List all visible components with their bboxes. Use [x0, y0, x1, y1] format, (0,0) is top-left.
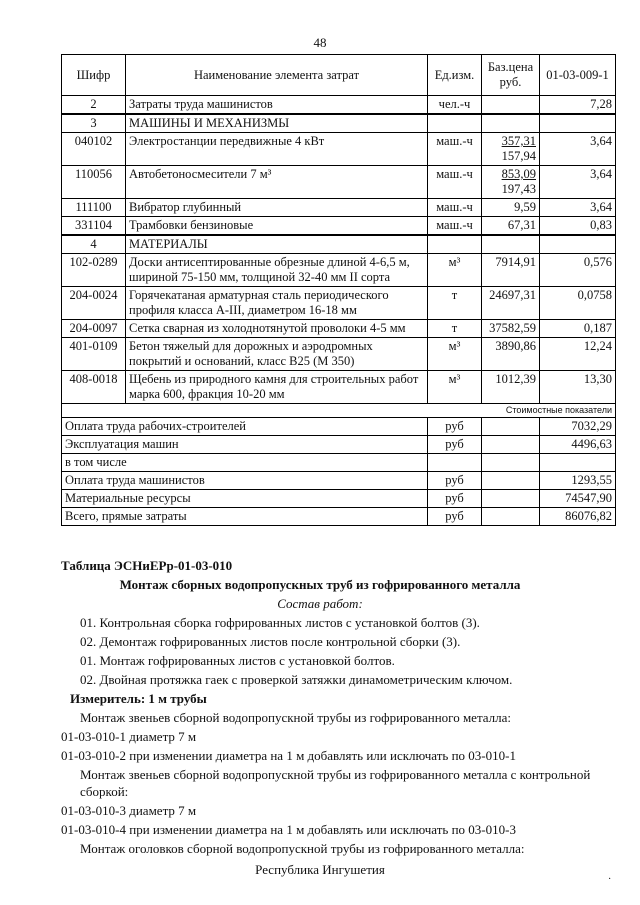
row-unit: м³	[428, 338, 482, 371]
row-code: 3	[62, 114, 126, 133]
row-code: 2	[62, 96, 126, 115]
summary-name: Эксплуатация машин	[62, 436, 428, 454]
section-row	[62, 235, 616, 254]
row-unit: маш.-ч	[428, 199, 482, 217]
row-unit: м³	[428, 371, 482, 404]
row-price	[482, 133, 540, 166]
row-code: 040102	[62, 133, 126, 166]
summary-unit: руб	[428, 490, 482, 508]
summary-value: 74547,90	[540, 490, 616, 508]
section-row	[62, 114, 616, 133]
row-code: 4	[62, 235, 126, 254]
code-line: 01-03-010-3 диаметр 7 м	[61, 803, 197, 818]
header-unit: Ед.изм.	[428, 55, 482, 96]
price-value-secondary: 157,94	[501, 149, 536, 163]
meter-label: Измеритель: 1 м трубы	[70, 691, 207, 706]
table-row	[62, 338, 616, 371]
row-value	[540, 235, 616, 254]
work-item: 01. Монтаж гофрированных листов с установкой болтов.	[80, 653, 395, 668]
summary-value: 4496,63	[540, 436, 616, 454]
summary-unit: руб	[428, 472, 482, 490]
summary-unit: руб	[428, 418, 482, 436]
row-value: 0,83	[540, 217, 616, 236]
row-code: 204-0024	[62, 287, 126, 320]
table-row	[62, 166, 616, 199]
desc-line: Монтаж звеньев сборной водопропускной трубы из гофрированного металла:	[80, 710, 512, 725]
row-code: 401-0109	[62, 338, 126, 371]
row-price: 7914,91	[482, 254, 540, 287]
summary-value: 7032,29	[540, 418, 616, 436]
section-row	[62, 96, 616, 115]
summary-empty	[482, 454, 540, 472]
row-value: 0,0758	[540, 287, 616, 320]
row-code: 111100	[62, 199, 126, 217]
row-value: 0,187	[540, 320, 616, 338]
row-price	[482, 114, 540, 133]
header-code: Шифр	[62, 55, 126, 96]
summary-unit	[428, 454, 482, 472]
row-unit: т	[428, 287, 482, 320]
row-value: 3,64	[540, 199, 616, 217]
indicator-label: Стоимостные показатели	[62, 404, 616, 418]
row-unit: маш.-ч	[428, 133, 482, 166]
row-price: 3890,86	[482, 338, 540, 371]
indicator-row	[62, 404, 616, 418]
row-value: 13,30	[540, 371, 616, 404]
table-row	[62, 217, 616, 236]
page-number: 48	[313, 35, 327, 50]
table-row	[62, 133, 616, 166]
row-code: 331104	[62, 217, 126, 236]
table-title: Таблица ЭСНиЕРр-01-03-010	[61, 558, 233, 573]
row-name: МАТЕРИАЛЫ	[126, 235, 428, 254]
row-name: Затраты труда машинистов	[126, 96, 428, 115]
row-value: 7,28	[540, 96, 616, 115]
cost-table	[61, 54, 616, 526]
row-name: Электростанции передвижные 4 кВт	[126, 133, 428, 166]
table-row	[62, 371, 616, 404]
row-unit	[428, 235, 482, 254]
row-name: Сетка сварная из холоднотянутой проволоки 4-5 мм	[126, 320, 428, 338]
row-unit: м³	[428, 254, 482, 287]
row-unit: маш.-ч	[428, 217, 482, 236]
row-unit: чел.-ч	[428, 96, 482, 115]
row-code: 102-0289	[62, 254, 126, 287]
row-price: 24697,31	[482, 287, 540, 320]
row-value: 3,64	[540, 166, 616, 199]
price-value-secondary: 197,43	[501, 182, 536, 196]
summary-empty	[482, 508, 540, 526]
summary-row	[62, 418, 616, 436]
summary-unit: руб	[428, 508, 482, 526]
code-line: 01-03-010-1 диаметр 7 м	[61, 729, 197, 744]
code-line: 01-03-010-2 при изменении диаметра на 1 м добавлять или исключать по 03-010-1	[61, 748, 516, 763]
header-price: Баз.цена руб.	[482, 55, 540, 96]
header-norm: 01-03-009-1	[540, 55, 616, 96]
summary-value	[540, 454, 616, 472]
row-unit: т	[428, 320, 482, 338]
row-price	[482, 166, 540, 199]
row-value: 3,64	[540, 133, 616, 166]
header-name: Наименование элемента затрат	[126, 55, 428, 96]
summary-unit: руб	[428, 436, 482, 454]
work-item: 02. Демонтаж гофрированных листов после контрольной сборки (3).	[80, 634, 461, 649]
work-item: 02. Двойная протяжка гаек с проверкой затяжки динамометрическим ключом.	[80, 672, 513, 687]
work-composition-title: Состав работ:	[277, 596, 363, 611]
row-unit: маш.-ч	[428, 166, 482, 199]
row-unit	[428, 114, 482, 133]
summary-empty	[482, 418, 540, 436]
summary-name: Оплата труда рабочих-строителей	[62, 418, 428, 436]
row-value: 12,24	[540, 338, 616, 371]
price-value: 853,09	[501, 167, 536, 181]
table-header-row	[62, 55, 616, 96]
row-name: Вибратор глубинный	[126, 199, 428, 217]
summary-name: Оплата труда машинистов	[62, 472, 428, 490]
table-row	[62, 254, 616, 287]
summary-row	[62, 454, 616, 472]
section-heading: Монтаж сборных водопропускных труб из гофрированного металла	[119, 577, 521, 592]
row-name: Автобетоносмесители 7 м³	[126, 166, 428, 199]
row-price	[482, 235, 540, 254]
row-name: Щебень из природного камня для строительных работ марка 600, фракция 10-20 мм	[126, 371, 428, 404]
corner-mark: ·	[608, 874, 612, 885]
code-line: 01-03-010-4 при изменении диаметра на 1 м добавлять или исключать по 03-010-3	[61, 822, 516, 837]
summary-empty	[482, 472, 540, 490]
row-value	[540, 114, 616, 133]
summary-row	[62, 508, 616, 526]
row-name: Доски антисептированные обрезные длиной 4-6,5 м, шириной 75-150 мм, толщиной 32-40 мм II сорта	[126, 254, 428, 287]
summary-name: Всего, прямые затраты	[62, 508, 428, 526]
summary-row	[62, 436, 616, 454]
summary-value: 86076,82	[540, 508, 616, 526]
price-value: 357,31	[501, 134, 536, 148]
page-footer: Республика Ингушетия	[255, 862, 385, 877]
summary-name: Материальные ресурсы	[62, 490, 428, 508]
summary-row	[62, 490, 616, 508]
summary-empty	[482, 490, 540, 508]
summary-value: 1293,55	[540, 472, 616, 490]
row-value: 0,576	[540, 254, 616, 287]
row-price: 9,59	[482, 199, 540, 217]
desc-line: Монтаж оголовков сборной водопропускной трубы из гофрированного металла:	[80, 841, 525, 856]
summary-name: в том числе	[62, 454, 428, 472]
row-name: Трамбовки бензиновые	[126, 217, 428, 236]
table-row	[62, 320, 616, 338]
row-price	[482, 96, 540, 115]
row-name: Горячекатаная арматурная сталь периодического профиля класса А-III, диаметром 16-18 мм	[126, 287, 428, 320]
summary-row	[62, 472, 616, 490]
row-code: 408-0018	[62, 371, 126, 404]
row-price: 1012,39	[482, 371, 540, 404]
row-code: 204-0097	[62, 320, 126, 338]
desc-line: сборкой:	[80, 784, 129, 799]
table-row	[62, 287, 616, 320]
row-name: Бетон тяжелый для дорожных и аэродромных покрытий и оснований, класс В25 (М 350)	[126, 338, 428, 371]
row-code: 110056	[62, 166, 126, 199]
table-row	[62, 199, 616, 217]
row-price: 37582,59	[482, 320, 540, 338]
row-name: МАШИНЫ И МЕХАНИЗМЫ	[126, 114, 428, 133]
summary-empty	[482, 436, 540, 454]
desc-line: Монтаж звеньев сборной водопропускной трубы из гофрированного металла с контрольной	[80, 767, 591, 782]
work-item: 01. Контрольная сборка гофрированных листов с установкой болтов (3).	[80, 615, 480, 630]
row-price: 67,31	[482, 217, 540, 236]
